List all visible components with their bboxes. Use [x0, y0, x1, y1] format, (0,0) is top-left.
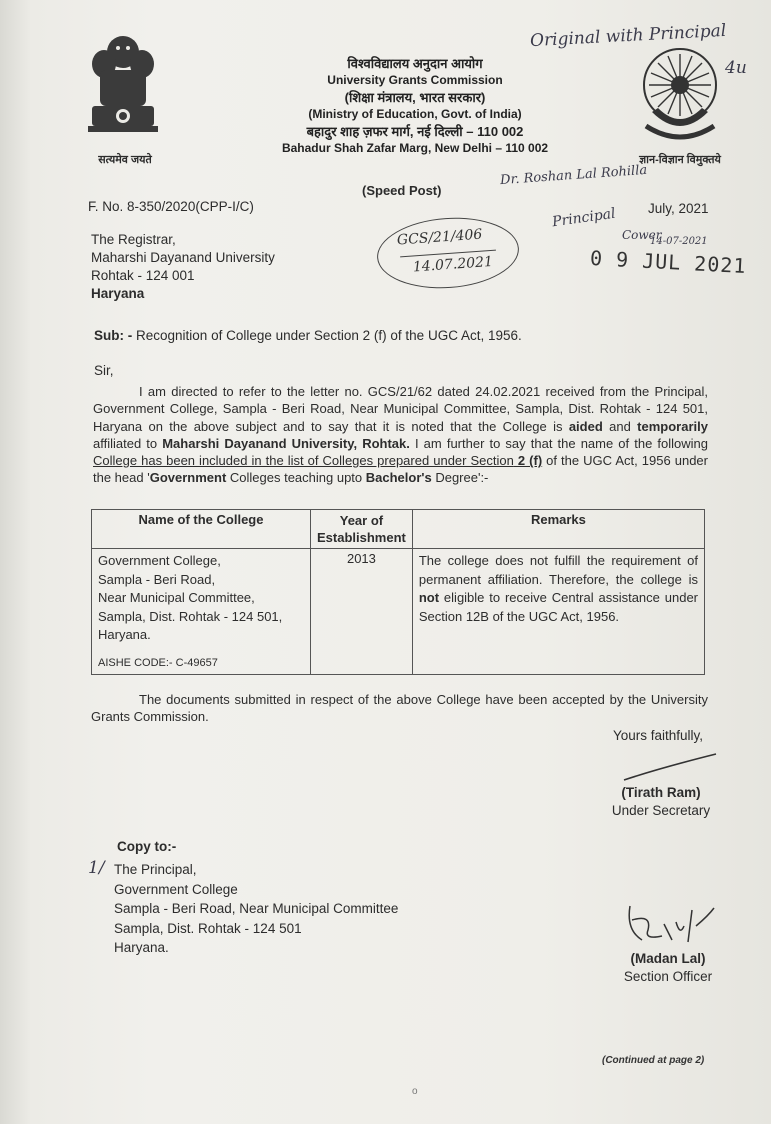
header-block: [270, 55, 560, 157]
header-remarks: Remarks: [412, 510, 704, 549]
remarks-text: The college does not fulfill the requirement of permanent affiliation. Therefore, the college is: [418, 553, 698, 587]
para-text: affiliated to: [93, 435, 163, 451]
signature-madan-lal: [622, 900, 732, 950]
copy-line: Haryana.: [114, 940, 169, 955]
received-stamp: 0 9 JUL 2021: [589, 245, 748, 279]
ugc-logo-icon: [640, 40, 720, 145]
signatory-block: [609, 784, 713, 820]
handwritten-note: Original with Principal: [529, 20, 727, 52]
recipient-line: Rohtak - 124 001: [91, 268, 195, 283]
para-text: of the UGC Act, 1956 under the head ': [93, 453, 708, 486]
stamp-date: 14.07.2021: [412, 253, 494, 276]
handwritten-date: 14-07-2021: [650, 236, 708, 247]
speed-post: (Speed Post): [362, 183, 442, 198]
copy-to-label: Copy to:-: [117, 839, 177, 854]
para-bold-aided: aided: [568, 418, 603, 434]
aishe-code: AISHE CODE:- C-49657: [98, 656, 218, 669]
para-underlined: College has been included in the list of Colleges prepared under Section: [93, 453, 514, 469]
recipient-block: [91, 231, 275, 303]
page-mark: o: [412, 1086, 418, 1097]
signature-tirath-ram: [620, 750, 720, 785]
recipient-line: Haryana: [91, 286, 145, 301]
para-text: I am directed to refer to the letter no. GCS/21/62 dated 24.02.2021 received from the Principal, Government College, Sampla - Beri Road, Near Municipal Committee, Sampla, Dist. Rohtak - 124 501, Haryana on the above subject and to say that it is noted that the College is: [93, 384, 708, 434]
hindi-name: विश्वविद्यालय अनुदान आयोग: [347, 56, 483, 71]
continued-note: (Continued at page 2): [602, 1055, 705, 1066]
cell-year: 2013: [311, 549, 413, 675]
yours-faithfully: Yours faithfully,: [613, 728, 704, 743]
copy-number: 1/: [88, 858, 105, 878]
handwritten-recipient: Dr. Roshan Lal Rohilla: [499, 162, 648, 189]
section-officer-name: (Madan Lal): [630, 951, 706, 966]
cell-remarks: [412, 549, 704, 675]
emblem-caption: सत्यमेव जयते: [98, 154, 152, 166]
table-row: [92, 549, 705, 675]
college-name-line: Government College,: [98, 553, 221, 568]
hindi-address: बहादुर शाह ज़फर मार्ग, नई दिल्ली – 110 002: [306, 124, 524, 139]
handwritten-initial: 4u: [725, 58, 747, 78]
hindi-ministry: (शिक्षा मंत्रालय, भारत सरकार): [344, 90, 486, 105]
para-bold-university: Maharshi Dayanand University, Rohtak.: [162, 435, 410, 451]
ugc-logo-caption: ज्ञान-विज्ञान विमुक्तये: [639, 154, 721, 166]
college-name-line: Sampla, Dist. Rohtak - 124 501,: [98, 608, 283, 624]
remarks-text: eligible to receive Central assistance under Section 12B of the UGC Act, 1956.: [418, 590, 698, 624]
para-bold-section: 2 (f): [513, 453, 543, 469]
signatory-title: Under Secretary: [611, 803, 711, 818]
reference-stamp: [375, 213, 522, 293]
english-address: Bahadur Shah Zafar Marg, New Delhi – 110 002: [281, 141, 549, 155]
recipient-line: Maharshi Dayanand University: [91, 250, 275, 265]
para-bold-temporarily: temporarily: [637, 418, 708, 434]
body-paragraph: [93, 383, 708, 487]
copy-line: Government College: [114, 881, 238, 897]
acceptance-paragraph: The documents submitted in respect of the above College have been accepted by the University Grants Commission.: [91, 692, 708, 725]
subject-label: Sub: -: [94, 328, 133, 343]
salutation: Sir,: [94, 363, 114, 378]
header-name: Name of the College: [92, 510, 311, 549]
college-name-line: Sampla - Beri Road,: [98, 571, 216, 587]
college-name-line: Haryana.: [98, 627, 151, 642]
recipient-line: The Registrar,: [91, 232, 176, 247]
stamp-reference: GCS/21/406: [396, 226, 483, 249]
english-ministry: (Ministry of Education, Govt. of India): [308, 107, 522, 121]
subject-text: Recognition of College under Section 2 (f) of the UGC Act, 1956.: [136, 328, 522, 343]
handwritten-principal: Principal: [551, 205, 617, 231]
copy-line: The Principal,: [114, 862, 197, 877]
para-text: and: [602, 418, 638, 434]
para-text: Degree':-: [431, 470, 489, 486]
para-text: I am further to say that the name of the following: [409, 435, 708, 451]
national-emblem-icon: [78, 30, 168, 155]
copy-line: Sampla, Dist. Rohtak - 124 501: [114, 920, 302, 936]
english-name: University Grants Commission: [327, 73, 503, 87]
remarks-bold-not: not: [418, 590, 440, 605]
letter-date: July, 2021: [648, 201, 709, 216]
cell-college-name: [92, 549, 311, 675]
para-text: Colleges teaching upto: [226, 470, 366, 486]
copy-block: [114, 860, 398, 958]
college-table: [91, 509, 705, 675]
header-year: Year of Establishment: [311, 510, 413, 549]
table-header-row: [92, 510, 705, 549]
para-bold-bachelor: Bachelor's: [365, 470, 432, 486]
para-bold-government: Government: [149, 470, 227, 486]
subject-line: [94, 327, 522, 345]
copy-line: Sampla - Beri Road, Near Municipal Committee: [114, 901, 399, 916]
handwritten-word: Cower: [622, 228, 662, 242]
section-officer-block: [620, 950, 716, 986]
college-name-line: Near Municipal Committee,: [98, 590, 255, 605]
signatory-name: (Tirath Ram): [621, 785, 701, 800]
file-number: F. No. 8-350/2020(CPP-I/C): [88, 199, 254, 214]
section-officer-title: Section Officer: [623, 969, 713, 984]
